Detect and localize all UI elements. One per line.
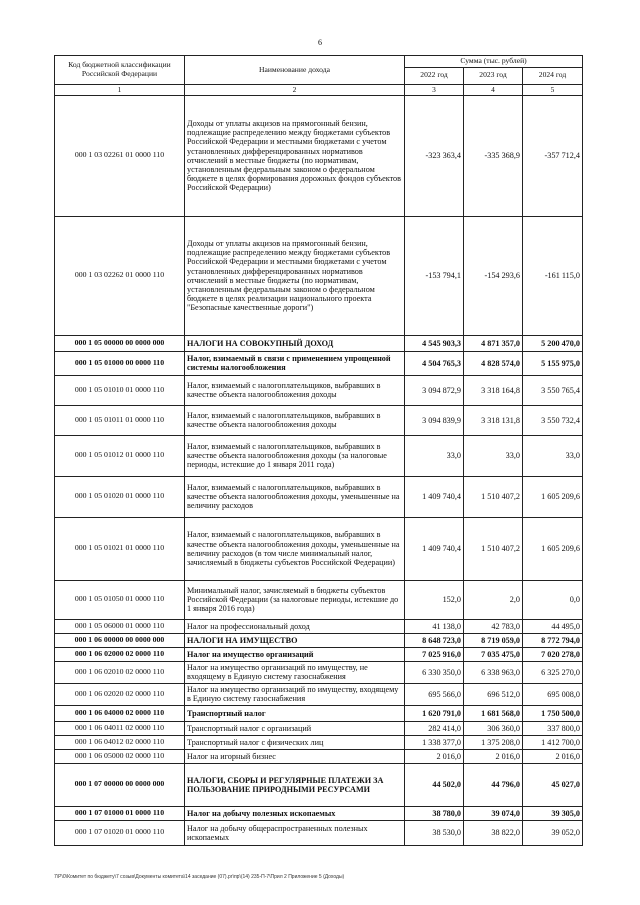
revenue-name-cell: Транспортный налог (185, 705, 405, 721)
budget-code-cell: 000 1 06 02000 02 0000 110 (55, 647, 185, 661)
revenue-name-cell: Налог, взимаемый с налогоплательщиков, выбравших в качестве объекта налогообложения доходы (185, 405, 405, 435)
revenue-name-cell: Налог, взимаемый с налогоплательщиков, выбравших в качестве объекта налогообложения доходы (185, 375, 405, 405)
amount-2023-cell: 306 360,0 (464, 721, 523, 735)
column-index: 5 (523, 84, 583, 95)
amount-2023-cell: 8 719 059,0 (464, 633, 523, 647)
table-row (55, 735, 583, 749)
revenue-name-cell: Налог на имущество организаций (185, 647, 405, 661)
revenue-name-cell: Доходы от уплаты акцизов на прямогонный бензин, подлежащие распределению между бюджетами субъектов Российской Федерации и местными бюджетами с учетом установленных дифференцированных нормативов отчислений в местные бюджеты (по нормативам, установленным федеральным законом о федеральном бюджете в целях формирования дорожных фондов субъектов Российской Федерации) (185, 95, 405, 216)
amount-2023-cell: 1 375 208,0 (464, 735, 523, 749)
amount-2023-cell: 696 512,0 (464, 683, 523, 705)
amount-2024-cell: -357 712,4 (523, 95, 583, 216)
budget-code-cell: 000 1 06 05000 02 0000 110 (55, 749, 185, 763)
table-row (55, 95, 583, 216)
amount-2024-cell: 39 052,0 (523, 820, 583, 845)
amount-2022-cell: 6 330 350,0 (405, 661, 464, 683)
budget-code-cell: 000 1 07 00000 00 0000 000 (55, 763, 185, 806)
table-row (55, 806, 583, 820)
amount-2023-cell: 39 074,0 (464, 806, 523, 820)
revenue-name-cell: НАЛОГИ, СБОРЫ И РЕГУЛЯРНЫЕ ПЛАТЕЖИ ЗА ПОЛЬЗОВАНИЕ ПРИРОДНЫМИ РЕСУРСАМИ (185, 763, 405, 806)
amount-2023-cell: 3 318 131,8 (464, 405, 523, 435)
amount-2023-cell: 2 016,0 (464, 749, 523, 763)
header-year-2022: 2022 год (405, 67, 464, 84)
table-row (55, 375, 583, 405)
budget-code-cell: 000 1 06 02010 02 0000 110 (55, 661, 185, 683)
amount-2023-cell: 1 510 407,2 (464, 517, 523, 580)
revenue-name-cell: Налог на игорный бизнес (185, 749, 405, 763)
revenue-name-cell: Налог на профессиональный доход (185, 619, 405, 633)
revenue-name-cell: Налог, взимаемый с налогоплательщиков, выбравших в качестве объекта налогообложения доходы (за налоговые периоды, истекшие до 1 января 2011 года) (185, 435, 405, 476)
budget-code-cell: 000 1 05 06000 01 0000 110 (55, 619, 185, 633)
amount-2022-cell: 38 530,0 (405, 820, 464, 845)
column-index: 2 (185, 84, 405, 95)
budget-code-cell: 000 1 05 01011 01 0000 110 (55, 405, 185, 435)
budget-code-cell: 000 1 05 00000 00 0000 000 (55, 335, 185, 351)
amount-2022-cell: -323 363,4 (405, 95, 464, 216)
table-row (55, 351, 583, 375)
amount-2024-cell: 7 020 278,0 (523, 647, 583, 661)
amount-2024-cell: 1 605 209,6 (523, 517, 583, 580)
revenue-name-cell: Налог, взимаемый с налогоплательщиков, выбравших в качестве объекта налогообложения доходы, уменьшенные на величину расходов (в том числе минимальный налог, зачисляемый в бюджеты субъектов Российской Федерации) (185, 517, 405, 580)
amount-2024-cell: 6 325 270,0 (523, 661, 583, 683)
budget-code-cell: 000 1 05 01021 01 0000 110 (55, 517, 185, 580)
amount-2024-cell: 5 155 975,0 (523, 351, 583, 375)
amount-2024-cell: 44 495,0 (523, 619, 583, 633)
revenue-name-cell: Налог на имущество организаций по имуществу, не входящему в Единую систему газоснабжения (185, 661, 405, 683)
table-row (55, 705, 583, 721)
amount-2022-cell: 1 409 740,4 (405, 476, 464, 517)
budget-code-cell: 000 1 06 00000 00 0000 000 (55, 633, 185, 647)
header-year-2023: 2023 год (464, 67, 523, 84)
amount-2022-cell: 3 094 839,9 (405, 405, 464, 435)
budget-code-cell: 000 1 05 01010 01 0000 110 (55, 375, 185, 405)
amount-2024-cell: 1 412 700,0 (523, 735, 583, 749)
table-row (55, 749, 583, 763)
table-row (55, 517, 583, 580)
amount-2024-cell: 2 016,0 (523, 749, 583, 763)
header-amount: Сумма (тыс. рублей) (405, 56, 583, 68)
amount-2022-cell: 8 648 723,0 (405, 633, 464, 647)
amount-2022-cell: 33,0 (405, 435, 464, 476)
table-row (55, 619, 583, 633)
revenue-name-cell: Налог на имущество организаций по имуществу, входящему в Единую систему газоснабжения (185, 683, 405, 705)
amount-2022-cell: -153 794,1 (405, 216, 464, 335)
table-row (55, 661, 583, 683)
amount-2022-cell: 4 504 765,3 (405, 351, 464, 375)
table-row (55, 405, 583, 435)
budget-code-cell: 000 1 05 01020 01 0000 110 (55, 476, 185, 517)
table-row (55, 476, 583, 517)
amount-2023-cell: 38 822,0 (464, 820, 523, 845)
amount-2022-cell: 38 780,0 (405, 806, 464, 820)
amount-2022-cell: 7 025 916,0 (405, 647, 464, 661)
table-row (55, 647, 583, 661)
amount-2023-cell: 33,0 (464, 435, 523, 476)
amount-2024-cell: 39 305,0 (523, 806, 583, 820)
amount-2024-cell: 8 772 794,0 (523, 633, 583, 647)
budget-code-cell: 000 1 05 01012 01 0000 110 (55, 435, 185, 476)
amount-2024-cell: 45 027,0 (523, 763, 583, 806)
amount-2023-cell: -335 368,9 (464, 95, 523, 216)
amount-2022-cell: 1 620 791,0 (405, 705, 464, 721)
amount-2024-cell: -161 115,0 (523, 216, 583, 335)
revenue-name-cell: НАЛОГИ НА СОВОКУПНЫЙ ДОХОД (185, 335, 405, 351)
amount-2023-cell: 42 783,0 (464, 619, 523, 633)
amount-2024-cell: 33,0 (523, 435, 583, 476)
amount-2024-cell: 3 550 765,4 (523, 375, 583, 405)
revenue-name-cell: Транспортный налог с организаций (185, 721, 405, 735)
column-index: 1 (55, 84, 185, 95)
amount-2022-cell: 1 338 377,0 (405, 735, 464, 749)
revenue-name-cell: НАЛОГИ НА ИМУЩЕСТВО (185, 633, 405, 647)
page-number: 6 (318, 38, 322, 47)
table-body (55, 95, 583, 845)
amount-2023-cell: 1 510 407,2 (464, 476, 523, 517)
amount-2024-cell: 0,0 (523, 580, 583, 619)
amount-2023-cell: 4 871 357,0 (464, 335, 523, 351)
budget-code-cell: 000 1 03 02262 01 0000 110 (55, 216, 185, 335)
budget-code-cell: 000 1 06 04011 02 0000 110 (55, 721, 185, 735)
budget-code-cell: 000 1 03 02261 01 0000 110 (55, 95, 185, 216)
amount-2022-cell: 2 016,0 (405, 749, 464, 763)
table-row (55, 580, 583, 619)
amount-2024-cell: 1 750 500,0 (523, 705, 583, 721)
table-row (55, 763, 583, 806)
amount-2022-cell: 3 094 872,9 (405, 375, 464, 405)
amount-2022-cell: 44 502,0 (405, 763, 464, 806)
amount-2022-cell: 41 138,0 (405, 619, 464, 633)
revenue-name-cell: Налог на добычу полезных ископаемых (185, 806, 405, 820)
budget-code-cell: 000 1 06 02020 02 0000 110 (55, 683, 185, 705)
amount-2024-cell: 3 550 732,4 (523, 405, 583, 435)
amount-2024-cell: 695 008,0 (523, 683, 583, 705)
amount-2024-cell: 1 605 209,6 (523, 476, 583, 517)
amount-2022-cell: 4 545 903,3 (405, 335, 464, 351)
file-path-footer: 7\Р\0\Комитет по бюджету\7 созыв\Документы комитета\14 заседание (07).рг\пр\(14) 235-П-7\Прил 2 Приложение 5 (Доходы) (54, 874, 345, 880)
amount-2022-cell: 152,0 (405, 580, 464, 619)
budget-revenue-table (54, 55, 583, 846)
amount-2023-cell: 6 338 963,0 (464, 661, 523, 683)
table-row (55, 633, 583, 647)
amount-2023-cell: 44 796,0 (464, 763, 523, 806)
revenue-name-cell: Транспортный налог с физических лиц (185, 735, 405, 749)
amount-2023-cell: 2,0 (464, 580, 523, 619)
table-row (55, 435, 583, 476)
amount-2023-cell: 3 318 164,8 (464, 375, 523, 405)
budget-code-cell: 000 1 07 01020 01 0000 110 (55, 820, 185, 845)
column-index: 3 (405, 84, 464, 95)
revenue-name-cell: Налог на добычу общераспространенных полезных ископаемых (185, 820, 405, 845)
budget-code-cell: 000 1 06 04012 02 0000 110 (55, 735, 185, 749)
budget-code-cell: 000 1 06 04000 02 0000 110 (55, 705, 185, 721)
amount-2024-cell: 5 200 470,0 (523, 335, 583, 351)
amount-2022-cell: 695 566,0 (405, 683, 464, 705)
budget-code-cell: 000 1 05 01000 00 0000 110 (55, 351, 185, 375)
amount-2024-cell: 337 800,0 (523, 721, 583, 735)
amount-2023-cell: 7 035 475,0 (464, 647, 523, 661)
revenue-name-cell: Налог, взимаемый с налогоплательщиков, выбравших в качестве объекта налогообложения доходы, уменьшенные на величину расходов (185, 476, 405, 517)
table-row (55, 721, 583, 735)
budget-code-cell: 000 1 05 01050 01 0000 110 (55, 580, 185, 619)
header-year-2024: 2024 год (523, 67, 583, 84)
amount-2022-cell: 282 414,0 (405, 721, 464, 735)
revenue-name-cell: Налог, взимаемый в связи с применением упрощенной системы налогообложения (185, 351, 405, 375)
column-index: 4 (464, 84, 523, 95)
amount-2023-cell: -154 293,6 (464, 216, 523, 335)
budget-code-cell: 000 1 07 01000 01 0000 110 (55, 806, 185, 820)
revenue-name-cell: Доходы от уплаты акцизов на прямогонный бензин, подлежащие распределению между бюджетами субъектов Российской Федерации и местными бюджетами с учетом установленных дифференцированных нормативов отчислений в местные бюджеты (по нормативам, установленным федеральным законом о федеральном бюджете в целях реализации национального проекта "Безопасные качественные дороги") (185, 216, 405, 335)
amount-2023-cell: 1 681 568,0 (464, 705, 523, 721)
table-row (55, 683, 583, 705)
amount-2023-cell: 4 828 574,0 (464, 351, 523, 375)
amount-2022-cell: 1 409 740,4 (405, 517, 464, 580)
header-name: Наименование дохода (185, 56, 405, 85)
table-row (55, 820, 583, 845)
header-code: Код бюджетной классификации Российской Федерации (55, 56, 185, 85)
revenue-name-cell: Минимальный налог, зачисляемый в бюджеты субъектов Российской Федерации (за налоговые периоды, истекшие до 1 января 2016 года) (185, 580, 405, 619)
table-row (55, 335, 583, 351)
table-row (55, 216, 583, 335)
